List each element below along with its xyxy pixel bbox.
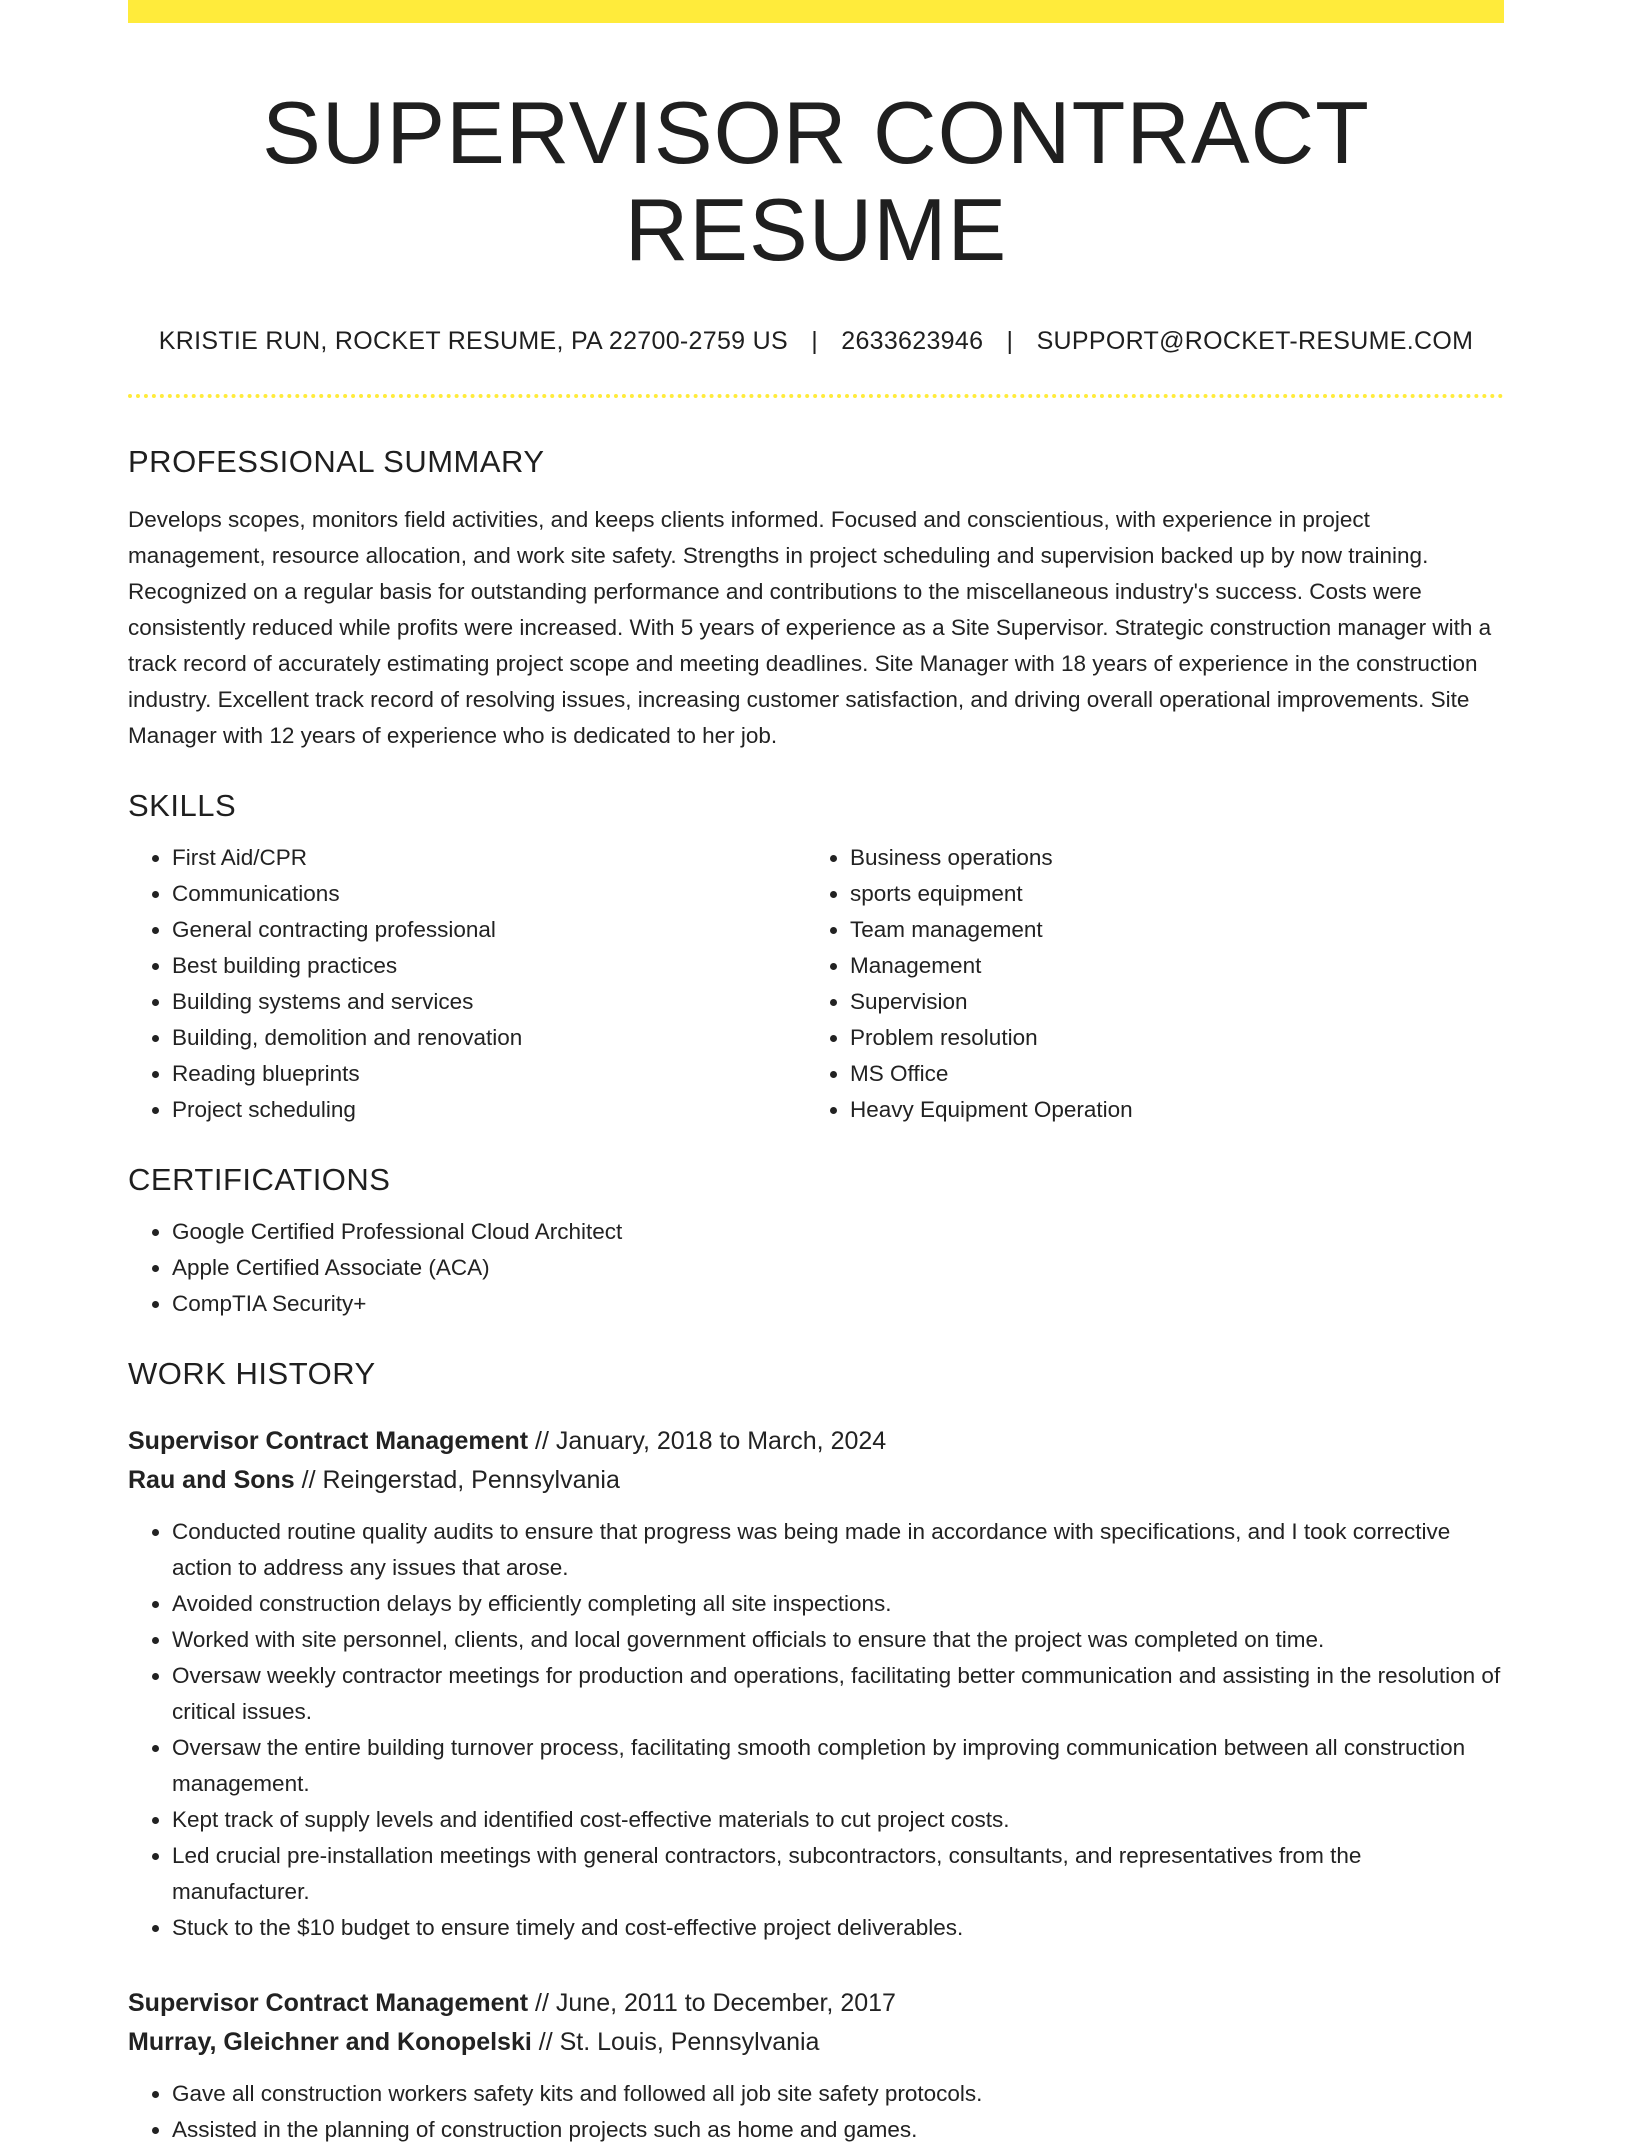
resume-page [128,0,1504,2148]
job-bullets [128,1514,1504,1946]
job-bullet-item: • Led crucial pre-installation meetings with general contractors, subcontractors, consultants, and representatives from the manufacturer. [172,1838,1504,1910]
skill-item: • Heavy Equipment Operation [850,1092,1484,1128]
skill-item: • MS Office [850,1056,1484,1092]
skills-heading: SKILLS [128,787,237,823]
skill-item: • General contracting professional [172,912,806,948]
summary-text: Develops scopes, monitors field activities, and keeps clients informed. Focused and conscientious, with experience in project management, resource allocation, and work site safety. Strengths in project scheduling and supervision backed up by now training. Recognized on a regular basis for outstanding performance and contributions to the miscellaneous industry's success. Costs were consistently reduced while profits were increased. With 5 years of experience as a Site Supervisor. Strategic construction manager with a track record of accurately estimating project scope and meeting deadlines. Site Manager with 18 years of experience in the construction industry. Excellent track record of resolving issues, increasing customer satisfaction, and driving overall operational improvements. Site Manager with 12 years of experience who is dedicated to her job. [128,506,1492,748]
job-dates: // June, 2011 to December, 2017 [535,1988,896,2017]
skill-item: • Team management [850,912,1484,948]
job-bullet-item: • Avoided construction delays by efficiently completing all site inspections. [172,1586,1504,1622]
page-title: SUPERVISOR CONTRACT RESUME [262,83,1370,279]
job-location: // St. Louis, Pennsylvania [538,2027,820,2056]
job-title: Supervisor Contract Management [128,1426,529,1455]
job-header [128,1422,1504,1500]
job-entry [128,1422,1504,1946]
certification-item: • CompTIA Security+ [172,1286,1504,1322]
skill-item: • sports equipment [850,876,1484,912]
job-entry [128,1984,1504,2148]
contact-email: SUPPORT@ROCKET-RESUME.COM [1036,326,1474,355]
skill-item: • Project scheduling [172,1092,806,1128]
skill-item: • Problem resolution [850,1020,1484,1056]
work-history-heading: WORK HISTORY [128,1355,376,1391]
certifications-list [128,1214,1504,1322]
skill-item: • Building systems and services [172,984,806,1020]
job-bullet-item: • Gave all construction workers safety kits and followed all job site safety protocols. [172,2076,1504,2112]
summary-heading: PROFESSIONAL SUMMARY [128,443,545,479]
skill-item: • Supervision [850,984,1484,1020]
skill-item: • Reading blueprints [172,1056,806,1092]
job-dates: // January, 2018 to March, 2024 [535,1426,887,1455]
contact-line [128,327,1504,356]
skill-item: • First Aid/CPR [172,840,806,876]
job-bullet-item: • Kept track of supply levels and identified cost-effective materials to cut project costs. [172,1802,1504,1838]
certification-item: • Google Certified Professional Cloud Architect [172,1214,1504,1250]
skill-item: • Management [850,948,1484,984]
job-company: Murray, Gleichner and Konopelski [128,2027,532,2056]
contact-phone: 2633623946 [841,326,984,355]
job-bullet-item: • Stuck to the $10 budget to ensure timely and cost-effective project deliverables. [172,1910,1504,1946]
job-header [128,1984,1504,2062]
job-bullet-item: • Worked with site personnel, clients, and local government officials to ensure that the project was completed on time. [172,1622,1504,1658]
job-bullet-item: • Oversaw the entire building turnover process, facilitating smooth completion by improving communication between all construction management. [172,1730,1504,1802]
job-bullet-item: • Assisted in the planning of construction projects such as home and games. [172,2112,1504,2148]
skill-item: • Best building practices [172,948,806,984]
job-title: Supervisor Contract Management [128,1988,529,2017]
skill-item: • Business operations [850,840,1484,876]
job-bullet-item: • Oversaw weekly contractor meetings for production and operations, facilitating better communication and assisting in the resolution of critical issues. [172,1658,1504,1730]
job-location: // Reingerstad, Pennsylvania [301,1465,620,1494]
skill-item: • Building, demolition and renovation [172,1020,806,1056]
accent-top-bar [128,0,1504,23]
certifications-heading: CERTIFICATIONS [128,1161,391,1197]
job-company: Rau and Sons [128,1465,295,1494]
skills-column-left [128,840,806,1128]
skills-list [128,840,1504,1128]
skills-left-list [128,840,806,1128]
job-bullet-item: • Conducted routine quality audits to ensure that progress was being made in accordance with specifications, and I took corrective action to address any issues that arose. [172,1514,1504,1586]
contact-address: KRISTIE RUN, ROCKET RESUME, PA 22700-2759 US [158,326,788,355]
certification-item: • Apple Certified Associate (ACA) [172,1250,1504,1286]
contact-separator: | [811,326,818,355]
contact-separator: | [1006,326,1014,355]
dotted-divider [128,394,1504,398]
skill-item: • Communications [172,876,806,912]
skills-column-right [806,840,1484,1128]
skills-right-list [806,840,1484,1128]
